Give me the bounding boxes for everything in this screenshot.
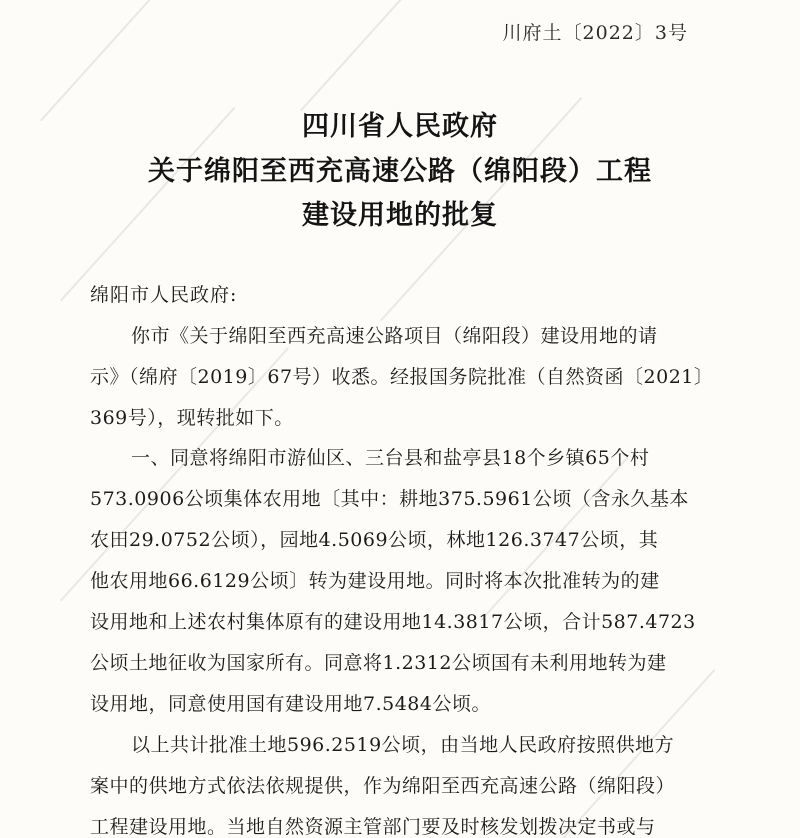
- body-line: 369号），现转批如下。: [90, 407, 294, 429]
- body-line: 以上共计批准土地596.2519公顷，由当地人民政府按照供地方: [131, 734, 675, 756]
- body-line: 你市《关于绵阳至西充高速公路项目（绵阳段）建设用地的请: [131, 325, 658, 347]
- watermark-stroke: [300, 0, 409, 111]
- body-line: 公顷土地征收为国家所有。同意将1.2312公顷国有未利用地转为建: [90, 652, 667, 674]
- title-line-2: 关于绵阳至西充高速公路（绵阳段）工程: [148, 156, 652, 187]
- body-line: 设用地和上述农村集体原有的建设用地14.3817公顷，合计587.4723: [90, 611, 696, 633]
- body-line: 他农用地66.6129公顷〕转为建设用地。同时将本次批准转为的建: [90, 570, 660, 592]
- body-line: 573.0906公顷集体农用地〔其中：耕地375.5961公顷（含永久基本: [90, 488, 689, 510]
- body-line: 案中的供地方式依法依规提供，作为绵阳至西充高速公路（绵阳段）: [90, 775, 676, 797]
- body-line: 设用地，同意使用国有建设用地7.5484公顷。: [90, 693, 491, 715]
- title-line-1: 四川省人民政府: [302, 111, 498, 142]
- salutation: 绵阳市人民政府:: [90, 284, 238, 306]
- title-line-3: 建设用地的批复: [302, 200, 498, 231]
- body-line: 工程建设用地。当地自然资源主管部门要及时核发划拨决定书或与: [90, 816, 656, 838]
- body-line: 示》（绵府〔2019〕67号）收悉。经报国务院批准（自然资函〔2021〕: [90, 366, 714, 388]
- body-line: 农田29.0752公顷），园地4.5069公顷，林地126.3747公顷，其: [90, 529, 659, 551]
- document-number: 川府土〔2022〕3号: [502, 22, 688, 44]
- body-line: 一、同意将绵阳市游仙区、三台县和盐亭县18个乡镇65个村: [131, 447, 650, 469]
